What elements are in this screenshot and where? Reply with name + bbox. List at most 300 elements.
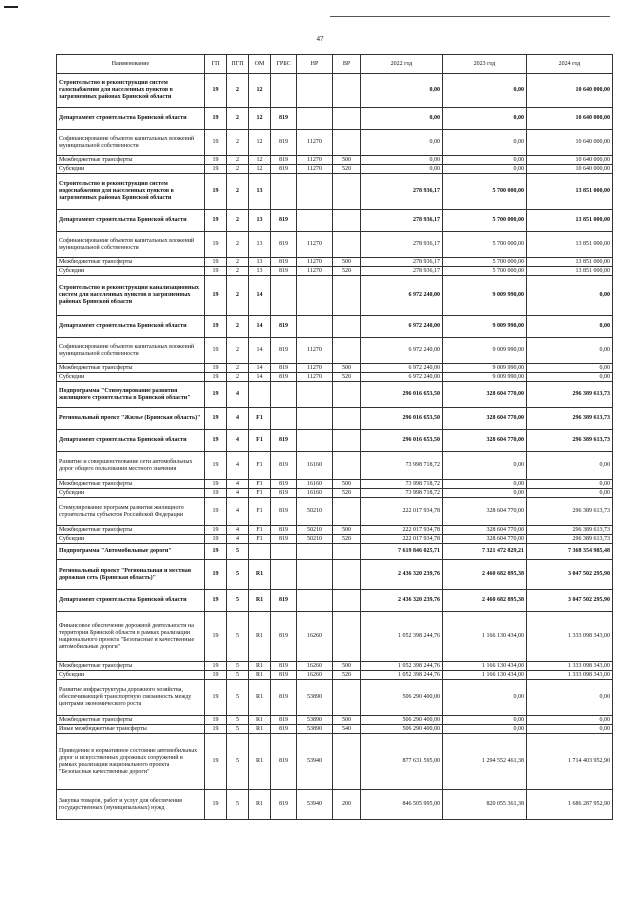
row-pgp-cell: 4 xyxy=(227,489,249,498)
page-corner-mark xyxy=(4,6,18,8)
row-om-cell: 14 xyxy=(249,276,271,316)
row-vr-cell xyxy=(333,338,361,364)
row-pgp-cell: 4 xyxy=(227,498,249,526)
row-gp-cell: 19 xyxy=(205,408,227,430)
row-name-cell: Софинансирование объектов капитальных вложений муниципальной собственности xyxy=(57,130,205,156)
row-om-cell: 12 xyxy=(249,74,271,108)
row-grbs-cell: 819 xyxy=(271,108,297,130)
row-om-cell: 14 xyxy=(249,373,271,382)
row-grbs-cell: 819 xyxy=(271,535,297,544)
row-pgp-cell: 2 xyxy=(227,338,249,364)
row-pgp-cell: 5 xyxy=(227,612,249,662)
row-nr-cell: 11270 xyxy=(297,373,333,382)
row-name-cell: Финансовое обеспечение дорожной деятельности на территории Брянской области в рамках реализации национального проекта "Безопасные и качественные автомобильные дороги" xyxy=(57,612,205,662)
row-2022-cell: 296 016 653,50 xyxy=(361,430,443,452)
row-2023-cell: 1 166 130 434,00 xyxy=(443,612,527,662)
row-pgp-cell: 4 xyxy=(227,480,249,489)
row-2023-cell: 0,00 xyxy=(443,725,527,734)
row-name-cell: Софинансирование объектов капитальных вложений муниципальной собственности xyxy=(57,232,205,258)
row-pgp-cell: 2 xyxy=(227,373,249,382)
row-2024-cell: 0,00 xyxy=(527,338,613,364)
row-vr-cell xyxy=(333,108,361,130)
row-pgp-cell: 5 xyxy=(227,662,249,671)
row-om-cell: F1 xyxy=(249,430,271,452)
row-name-cell: Департамент строительства Брянской области xyxy=(57,590,205,612)
row-2024-cell: 0,00 xyxy=(527,452,613,480)
row-2024-cell: 10 640 000,00 xyxy=(527,156,613,165)
row-grbs-cell: 819 xyxy=(271,480,297,489)
row-gp-cell: 19 xyxy=(205,210,227,232)
row-vr-cell xyxy=(333,232,361,258)
row-name-cell: Развитие инфраструктуры дорожного хозяйства, обеспечивающей транспортную связанность между центрами экономического роста xyxy=(57,680,205,716)
row-pgp-cell: 4 xyxy=(227,382,249,408)
table-row xyxy=(57,716,613,725)
row-2022-cell: 278 936,17 xyxy=(361,210,443,232)
row-pgp-cell: 2 xyxy=(227,364,249,373)
row-name-cell: Софинансирование объектов капитальных вложений муниципальной собственности xyxy=(57,338,205,364)
row-nr-cell: 50210 xyxy=(297,498,333,526)
row-nr-cell: 11270 xyxy=(297,338,333,364)
row-2024-cell: 1 333 098 343,00 xyxy=(527,671,613,680)
row-nr-cell: 53940 xyxy=(297,734,333,790)
table-row xyxy=(57,174,613,210)
row-grbs-cell: 819 xyxy=(271,526,297,535)
row-2024-cell: 1 333 098 343,00 xyxy=(527,612,613,662)
table-row xyxy=(57,364,613,373)
row-gp-cell: 19 xyxy=(205,364,227,373)
row-vr-cell: 500 xyxy=(333,716,361,725)
row-gp-cell: 19 xyxy=(205,174,227,210)
row-vr-cell xyxy=(333,680,361,716)
row-name-cell: Субсидии xyxy=(57,489,205,498)
row-2024-cell: 3 047 502 295,90 xyxy=(527,560,613,590)
row-nr-cell xyxy=(297,108,333,130)
row-grbs-cell: 819 xyxy=(271,430,297,452)
row-vr-cell xyxy=(333,590,361,612)
row-om-cell: F1 xyxy=(249,408,271,430)
row-vr-cell xyxy=(333,130,361,156)
table-row xyxy=(57,316,613,338)
row-grbs-cell: 819 xyxy=(271,364,297,373)
row-om-cell: R1 xyxy=(249,680,271,716)
row-nr-cell: 11270 xyxy=(297,156,333,165)
row-2023-cell: 5 700 000,00 xyxy=(443,267,527,276)
row-gp-cell: 19 xyxy=(205,734,227,790)
row-2024-cell: 0,00 xyxy=(527,680,613,716)
row-om-cell: R1 xyxy=(249,662,271,671)
row-grbs-cell xyxy=(271,408,297,430)
row-2023-cell: 9 009 990,00 xyxy=(443,364,527,373)
row-name-cell: Субсидии xyxy=(57,535,205,544)
row-nr-cell xyxy=(297,590,333,612)
row-grbs-cell: 819 xyxy=(271,671,297,680)
row-2022-cell: 877 631 595,00 xyxy=(361,734,443,790)
row-grbs-cell: 819 xyxy=(271,267,297,276)
row-nr-cell: 16160 xyxy=(297,452,333,480)
row-pgp-cell: 4 xyxy=(227,408,249,430)
row-om-cell: 12 xyxy=(249,130,271,156)
row-grbs-cell: 819 xyxy=(271,210,297,232)
row-pgp-cell: 5 xyxy=(227,680,249,716)
row-vr-cell xyxy=(333,498,361,526)
row-vr-cell xyxy=(333,316,361,338)
row-nr-cell: 16160 xyxy=(297,480,333,489)
row-2022-cell: 6 972 240,00 xyxy=(361,338,443,364)
table-row xyxy=(57,430,613,452)
row-om-cell xyxy=(249,544,271,560)
row-gp-cell: 19 xyxy=(205,165,227,174)
row-name-cell: Подпрограмма "Автомобильные дороги" xyxy=(57,544,205,560)
row-pgp-cell: 5 xyxy=(227,790,249,820)
row-2024-cell: 10 640 000,00 xyxy=(527,130,613,156)
col-header: 2022 год xyxy=(361,55,443,74)
row-2022-cell: 278 936,17 xyxy=(361,258,443,267)
row-om-cell: F1 xyxy=(249,498,271,526)
row-nr-cell xyxy=(297,560,333,590)
row-2022-cell: 6 972 240,00 xyxy=(361,316,443,338)
row-gp-cell: 19 xyxy=(205,316,227,338)
row-om-cell: 14 xyxy=(249,338,271,364)
row-name-cell: Строительство и реконструкция канализационных систем для населенных пунктов в загрязненных районах Брянской области xyxy=(57,276,205,316)
row-nr-cell: 50210 xyxy=(297,526,333,535)
table-row xyxy=(57,590,613,612)
col-header: ГРБС xyxy=(271,55,297,74)
row-gp-cell: 19 xyxy=(205,716,227,725)
row-gp-cell: 19 xyxy=(205,430,227,452)
row-2024-cell: 0,00 xyxy=(527,276,613,316)
row-2023-cell: 5 700 000,00 xyxy=(443,210,527,232)
row-gp-cell: 19 xyxy=(205,498,227,526)
row-gp-cell: 19 xyxy=(205,560,227,590)
row-2022-cell: 0,00 xyxy=(361,108,443,130)
row-2023-cell: 328 604 770,00 xyxy=(443,535,527,544)
row-pgp-cell: 4 xyxy=(227,452,249,480)
col-header: ПГП xyxy=(227,55,249,74)
row-2024-cell: 0,00 xyxy=(527,716,613,725)
row-2024-cell: 296 389 613,73 xyxy=(527,382,613,408)
row-name-cell: Департамент строительства Брянской области xyxy=(57,108,205,130)
row-name-cell: Межбюджетные трансферты xyxy=(57,716,205,725)
row-name-cell: Межбюджетные трансферты xyxy=(57,258,205,267)
row-2022-cell: 506 290 400,00 xyxy=(361,725,443,734)
row-2023-cell: 5 700 000,00 xyxy=(443,258,527,267)
row-2023-cell: 0,00 xyxy=(443,165,527,174)
row-vr-cell xyxy=(333,74,361,108)
row-2022-cell: 7 619 846 025,71 xyxy=(361,544,443,560)
row-nr-cell: 53890 xyxy=(297,716,333,725)
table-row xyxy=(57,382,613,408)
row-pgp-cell: 4 xyxy=(227,430,249,452)
row-vr-cell xyxy=(333,544,361,560)
row-2022-cell: 73 998 718,72 xyxy=(361,452,443,480)
row-nr-cell: 11270 xyxy=(297,130,333,156)
row-vr-cell xyxy=(333,452,361,480)
row-om-cell: R1 xyxy=(249,725,271,734)
row-2024-cell: 1 686 287 952,90 xyxy=(527,790,613,820)
row-pgp-cell: 2 xyxy=(227,130,249,156)
row-name-cell: Закупка товаров, работ и услуг для обеспечения государственных (муниципальных) нужд xyxy=(57,790,205,820)
table-row xyxy=(57,544,613,560)
row-2023-cell: 0,00 xyxy=(443,480,527,489)
row-2023-cell: 820 055 361,38 xyxy=(443,790,527,820)
row-2022-cell: 0,00 xyxy=(361,130,443,156)
row-2023-cell: 0,00 xyxy=(443,716,527,725)
row-gp-cell: 19 xyxy=(205,680,227,716)
row-pgp-cell: 5 xyxy=(227,544,249,560)
row-pgp-cell: 5 xyxy=(227,590,249,612)
table-row xyxy=(57,74,613,108)
row-2022-cell: 1 052 398 244,76 xyxy=(361,612,443,662)
row-2022-cell: 0,00 xyxy=(361,156,443,165)
row-grbs-cell: 819 xyxy=(271,790,297,820)
row-grbs-cell xyxy=(271,382,297,408)
row-vr-cell: 500 xyxy=(333,364,361,373)
row-2022-cell: 0,00 xyxy=(361,74,443,108)
row-nr-cell: 11270 xyxy=(297,165,333,174)
row-grbs-cell: 819 xyxy=(271,680,297,716)
row-2023-cell: 328 604 770,00 xyxy=(443,498,527,526)
row-2023-cell: 9 009 990,00 xyxy=(443,276,527,316)
row-grbs-cell: 819 xyxy=(271,590,297,612)
row-pgp-cell: 2 xyxy=(227,316,249,338)
row-om-cell: F1 xyxy=(249,489,271,498)
col-header: ОМ xyxy=(249,55,271,74)
row-om-cell: R1 xyxy=(249,734,271,790)
row-vr-cell: 500 xyxy=(333,258,361,267)
row-2023-cell: 0,00 xyxy=(443,130,527,156)
table-header-row xyxy=(57,55,613,74)
row-gp-cell: 19 xyxy=(205,276,227,316)
row-grbs-cell: 819 xyxy=(271,498,297,526)
row-gp-cell: 19 xyxy=(205,489,227,498)
row-om-cell: 13 xyxy=(249,232,271,258)
row-pgp-cell: 2 xyxy=(227,174,249,210)
row-nr-cell: 53890 xyxy=(297,680,333,716)
table-row xyxy=(57,452,613,480)
row-grbs-cell xyxy=(271,544,297,560)
row-gp-cell: 19 xyxy=(205,108,227,130)
row-2024-cell: 10 640 000,00 xyxy=(527,108,613,130)
table-row xyxy=(57,560,613,590)
row-gp-cell: 19 xyxy=(205,373,227,382)
row-grbs-cell: 819 xyxy=(271,612,297,662)
row-name-cell: Межбюджетные трансферты xyxy=(57,526,205,535)
col-header: 2023 год xyxy=(443,55,527,74)
row-2024-cell: 13 851 000,00 xyxy=(527,232,613,258)
row-2024-cell: 10 640 000,00 xyxy=(527,165,613,174)
row-vr-cell xyxy=(333,560,361,590)
col-header: Наименование xyxy=(57,55,205,74)
col-header: НР xyxy=(297,55,333,74)
col-header: ВР xyxy=(333,55,361,74)
row-2024-cell: 296 389 613,73 xyxy=(527,498,613,526)
row-om-cell: R1 xyxy=(249,590,271,612)
row-vr-cell xyxy=(333,382,361,408)
row-grbs-cell xyxy=(271,174,297,210)
row-name-cell: Межбюджетные трансферты xyxy=(57,364,205,373)
row-om-cell: F1 xyxy=(249,526,271,535)
row-gp-cell: 19 xyxy=(205,612,227,662)
row-name-cell: Стимулирование программ развития жилищного строительства субъектов Российской Федерации xyxy=(57,498,205,526)
row-2022-cell: 6 972 240,00 xyxy=(361,373,443,382)
row-grbs-cell: 819 xyxy=(271,662,297,671)
row-2024-cell: 13 851 000,00 xyxy=(527,210,613,232)
row-vr-cell xyxy=(333,210,361,232)
row-2023-cell: 7 321 472 829,21 xyxy=(443,544,527,560)
table-row xyxy=(57,267,613,276)
row-grbs-cell: 819 xyxy=(271,316,297,338)
row-name-cell: Развитие и совершенствование сети автомобильных дорог общего пользования местного значения xyxy=(57,452,205,480)
row-2022-cell: 1 052 398 244,76 xyxy=(361,662,443,671)
row-2022-cell: 2 436 320 239,76 xyxy=(361,590,443,612)
row-2023-cell: 2 460 682 895,38 xyxy=(443,590,527,612)
row-2024-cell: 1 333 098 343,00 xyxy=(527,662,613,671)
row-pgp-cell: 2 xyxy=(227,74,249,108)
row-nr-cell: 50210 xyxy=(297,535,333,544)
row-2023-cell: 328 604 770,00 xyxy=(443,408,527,430)
row-gp-cell: 19 xyxy=(205,258,227,267)
row-grbs-cell: 819 xyxy=(271,232,297,258)
row-om-cell: 14 xyxy=(249,364,271,373)
row-nr-cell xyxy=(297,276,333,316)
table-row xyxy=(57,535,613,544)
row-grbs-cell: 819 xyxy=(271,489,297,498)
row-2022-cell: 222 017 934,78 xyxy=(361,498,443,526)
table-row xyxy=(57,210,613,232)
row-2023-cell: 1 166 130 434,00 xyxy=(443,662,527,671)
row-2023-cell: 0,00 xyxy=(443,452,527,480)
row-gp-cell: 19 xyxy=(205,130,227,156)
table-row xyxy=(57,258,613,267)
row-grbs-cell: 819 xyxy=(271,156,297,165)
row-name-cell: Департамент строительства Брянской области xyxy=(57,430,205,452)
row-om-cell: R1 xyxy=(249,671,271,680)
row-name-cell: Приведение в нормативное состояние автомобильных дорог и искусственных дорожных сооружений в рамках реализации национального проекта "Безопасные качественные дороги" xyxy=(57,734,205,790)
row-grbs-cell xyxy=(271,560,297,590)
row-om-cell xyxy=(249,382,271,408)
row-nr-cell: 16260 xyxy=(297,612,333,662)
row-vr-cell: 520 xyxy=(333,535,361,544)
row-name-cell: Иные межбюджетные трансферты xyxy=(57,725,205,734)
row-om-cell: R1 xyxy=(249,716,271,725)
row-2023-cell: 0,00 xyxy=(443,489,527,498)
row-gp-cell: 19 xyxy=(205,480,227,489)
row-name-cell: Межбюджетные трансферты xyxy=(57,662,205,671)
row-2022-cell: 296 016 653,50 xyxy=(361,382,443,408)
row-name-cell: Строительство и реконструкция систем газоснабжения для населенных пунктов в загрязненных районах Брянской области xyxy=(57,74,205,108)
row-gp-cell: 19 xyxy=(205,725,227,734)
row-vr-cell xyxy=(333,174,361,210)
row-2022-cell: 222 017 934,78 xyxy=(361,535,443,544)
row-2023-cell: 9 009 990,00 xyxy=(443,316,527,338)
row-name-cell: Подпрограмма "Стимулирование развития жилищного строительства в Брянской области" xyxy=(57,382,205,408)
row-vr-cell xyxy=(333,612,361,662)
row-grbs-cell xyxy=(271,74,297,108)
table-row xyxy=(57,156,613,165)
row-2024-cell: 13 851 000,00 xyxy=(527,267,613,276)
row-nr-cell: 11270 xyxy=(297,364,333,373)
row-2023-cell: 9 009 990,00 xyxy=(443,338,527,364)
table-row xyxy=(57,612,613,662)
row-2024-cell: 296 389 613,73 xyxy=(527,430,613,452)
row-nr-cell xyxy=(297,408,333,430)
row-name-cell: Региональный проект "Жилье (Брянская область)" xyxy=(57,408,205,430)
row-nr-cell: 11270 xyxy=(297,258,333,267)
row-om-cell: 12 xyxy=(249,108,271,130)
row-pgp-cell: 2 xyxy=(227,165,249,174)
row-vr-cell: 540 xyxy=(333,725,361,734)
row-pgp-cell: 2 xyxy=(227,232,249,258)
row-nr-cell xyxy=(297,174,333,210)
table-row xyxy=(57,725,613,734)
table-row xyxy=(57,790,613,820)
row-pgp-cell: 2 xyxy=(227,276,249,316)
row-pgp-cell: 2 xyxy=(227,156,249,165)
row-2023-cell: 9 009 990,00 xyxy=(443,373,527,382)
row-pgp-cell: 5 xyxy=(227,671,249,680)
row-grbs-cell: 819 xyxy=(271,373,297,382)
row-vr-cell: 500 xyxy=(333,156,361,165)
table-row xyxy=(57,671,613,680)
row-2022-cell: 2 436 320 239,76 xyxy=(361,560,443,590)
row-gp-cell: 19 xyxy=(205,382,227,408)
row-gp-cell: 19 xyxy=(205,338,227,364)
row-nr-cell: 16260 xyxy=(297,662,333,671)
row-2022-cell: 506 290 400,00 xyxy=(361,716,443,725)
table-row xyxy=(57,338,613,364)
table-row xyxy=(57,232,613,258)
row-2024-cell: 0,00 xyxy=(527,316,613,338)
row-2024-cell: 0,00 xyxy=(527,373,613,382)
row-2022-cell: 846 505 995,00 xyxy=(361,790,443,820)
row-2024-cell: 296 389 613,73 xyxy=(527,535,613,544)
row-nr-cell xyxy=(297,544,333,560)
row-vr-cell xyxy=(333,734,361,790)
row-pgp-cell: 2 xyxy=(227,267,249,276)
page-number: 47 xyxy=(316,35,324,43)
row-name-cell: Межбюджетные трансферты xyxy=(57,480,205,489)
row-2023-cell: 328 604 770,00 xyxy=(443,526,527,535)
row-2022-cell: 278 936,17 xyxy=(361,267,443,276)
row-pgp-cell: 4 xyxy=(227,535,249,544)
row-om-cell: R1 xyxy=(249,560,271,590)
row-pgp-cell: 5 xyxy=(227,734,249,790)
row-2024-cell: 0,00 xyxy=(527,364,613,373)
row-nr-cell xyxy=(297,210,333,232)
row-vr-cell: 520 xyxy=(333,671,361,680)
row-gp-cell: 19 xyxy=(205,790,227,820)
row-pgp-cell: 5 xyxy=(227,725,249,734)
table-row xyxy=(57,498,613,526)
row-vr-cell xyxy=(333,276,361,316)
row-2022-cell: 296 016 653,50 xyxy=(361,408,443,430)
row-om-cell: 13 xyxy=(249,174,271,210)
row-2023-cell: 0,00 xyxy=(443,156,527,165)
table-row xyxy=(57,276,613,316)
row-grbs-cell: 819 xyxy=(271,716,297,725)
row-vr-cell: 500 xyxy=(333,480,361,489)
row-om-cell: F1 xyxy=(249,535,271,544)
row-vr-cell: 200 xyxy=(333,790,361,820)
row-nr-cell: 11270 xyxy=(297,232,333,258)
row-2023-cell: 0,00 xyxy=(443,108,527,130)
col-header: ГП xyxy=(205,55,227,74)
row-2024-cell: 7 368 354 985,48 xyxy=(527,544,613,560)
row-2024-cell: 296 389 613,73 xyxy=(527,408,613,430)
row-om-cell: 13 xyxy=(249,258,271,267)
row-grbs-cell: 819 xyxy=(271,338,297,364)
table-row xyxy=(57,408,613,430)
